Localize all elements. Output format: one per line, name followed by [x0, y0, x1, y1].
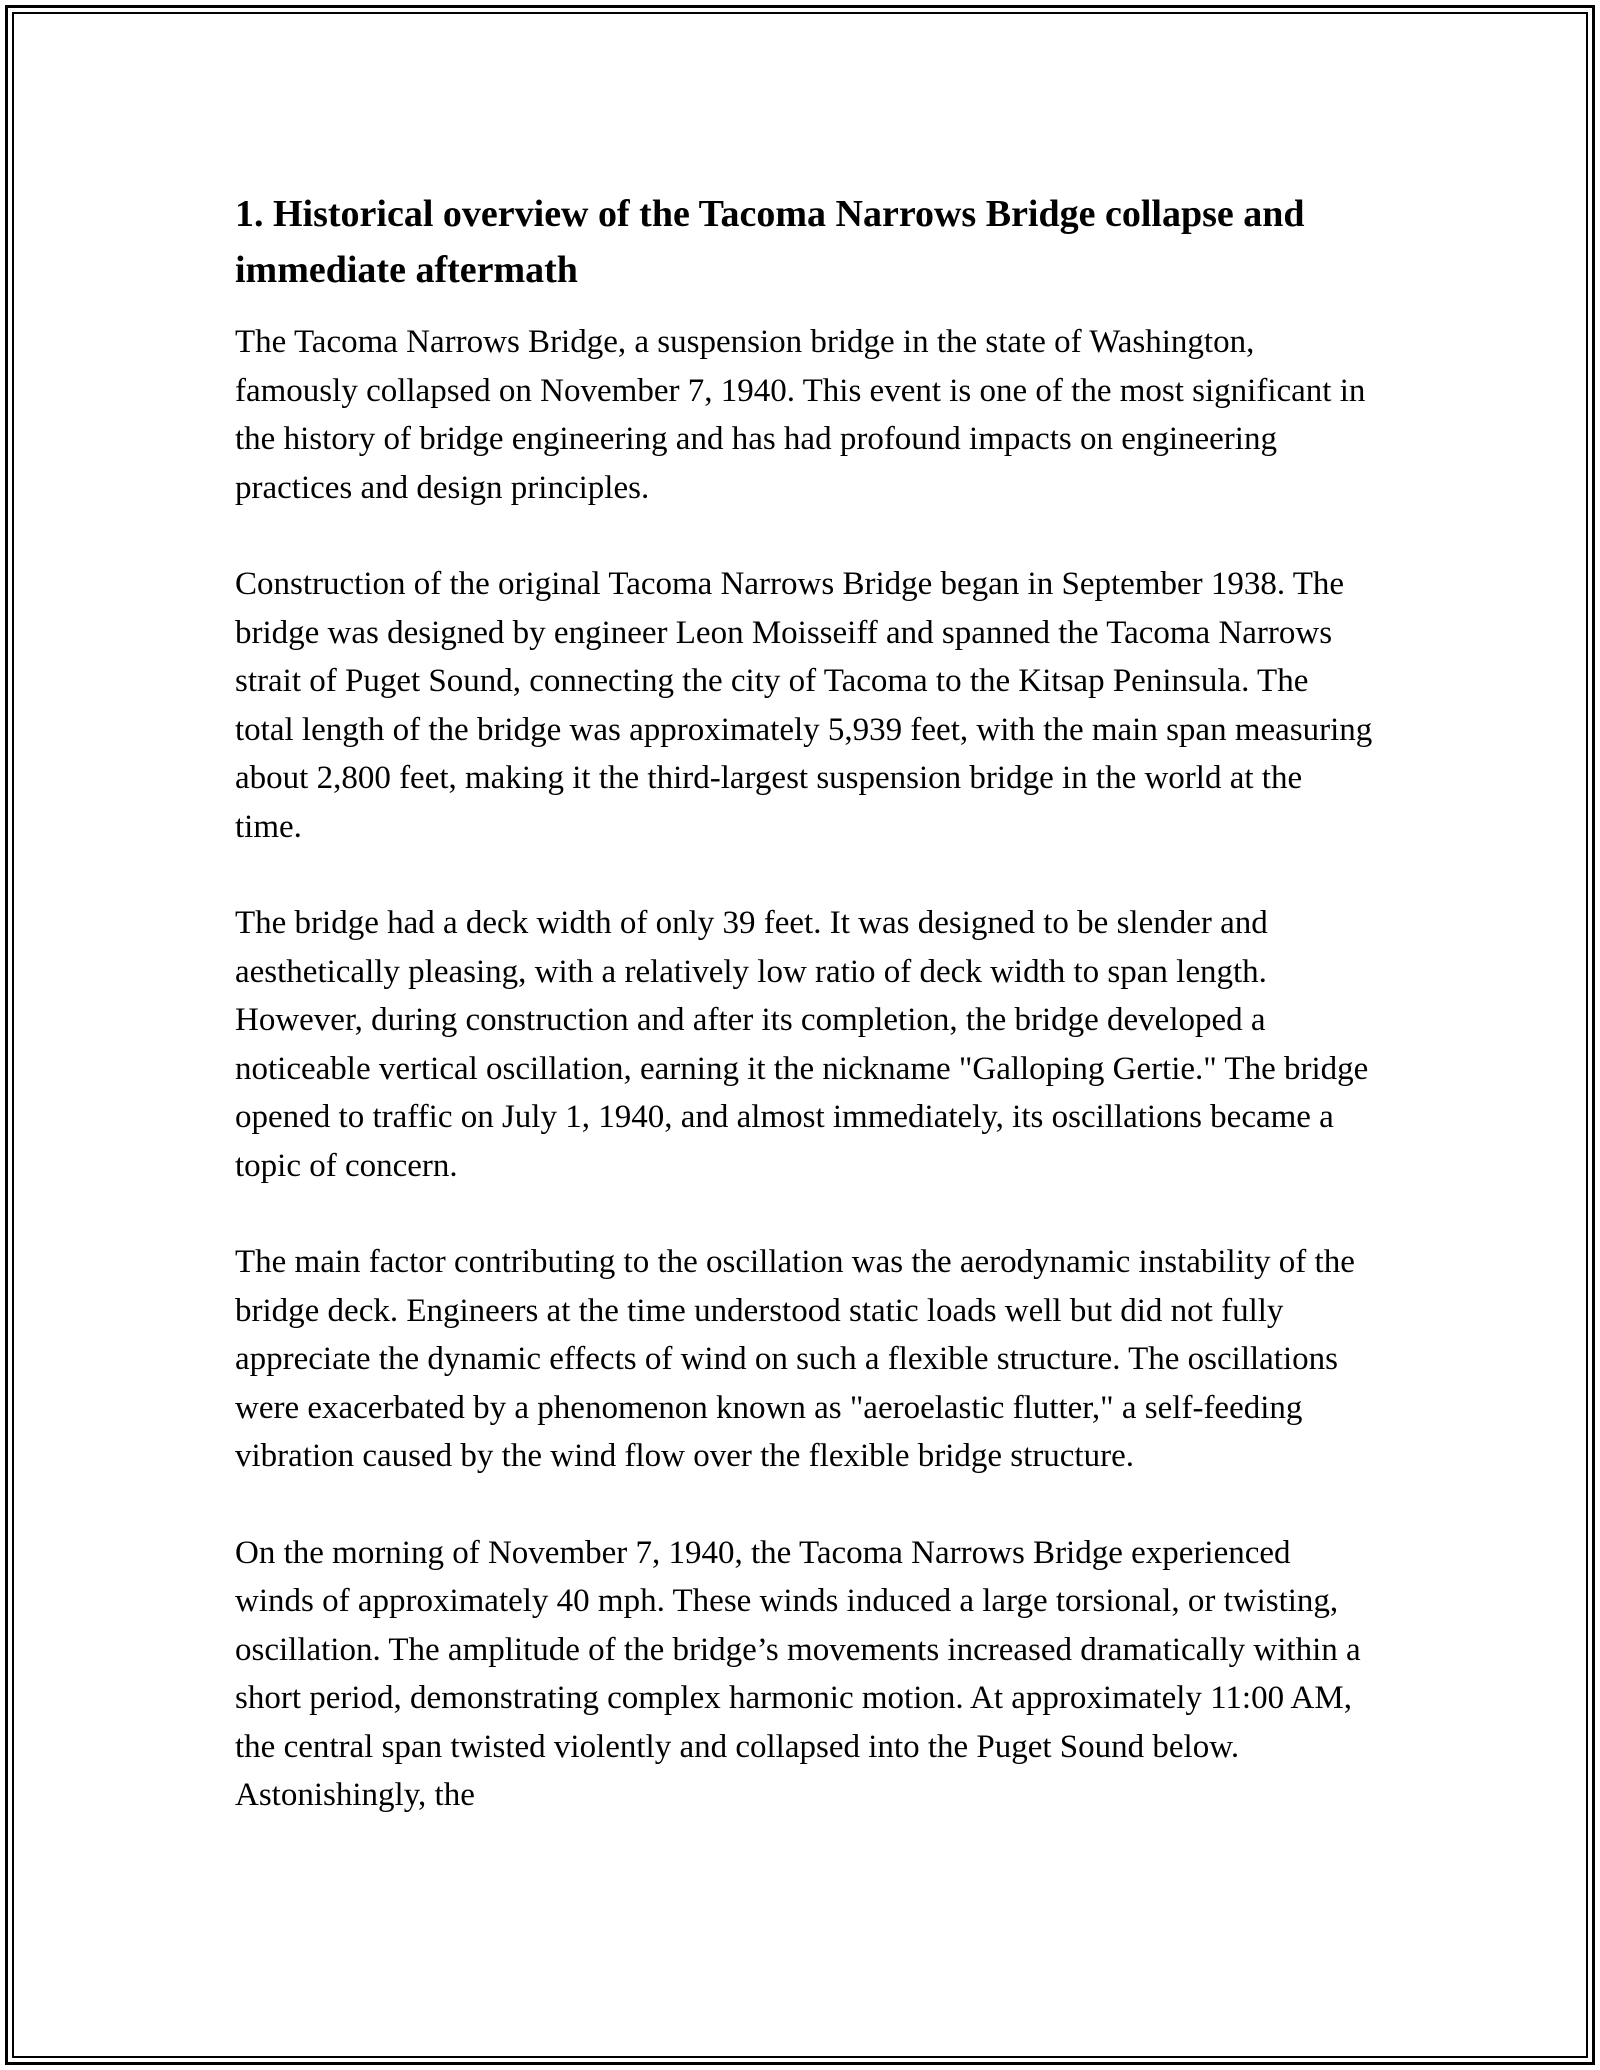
- paragraph-1: The Tacoma Narrows Bridge, a suspension bridge in the state of Washington, famously collapsed on November 7, 1940. This event is one of the most significant in the history of bridge engineering and has had profound impacts on engineering practices and design principles.: [235, 324, 1366, 506]
- paragraph-2: Construction of the original Tacoma Narrows Bridge began in September 1938. The bridge was designed by engineer Leon Moisseiff and spanned the Tacoma Narrows strait of Puget Sound, connecting the city of Tacoma to the Kitsap Peninsula. The total length of the bridge was approximately 5,939 feet, with the main span measuring about 2,800 feet, making it the third-largest suspension bridge in the world at the time.: [235, 566, 1373, 845]
- paragraph-5: On the morning of November 7, 1940, the Tacoma Narrows Bridge experienced winds of approximately 40 mph. These winds induced a large torsional, or twisting, oscillation. The amplitude of the bridge’s movements increased dramatically within a short period, demonstrating complex harmonic motion. At approximately 11:00 AM, the central span twisted violently and collapsed into the Puget Sound below. Astonishingly, the: [235, 1534, 1361, 1813]
- paragraph-3: The bridge had a deck width of only 39 feet. It was designed to be slender and aesthetically pleasing, with a relatively low ratio of deck width to span length. However, during construction and after its completion, the bridge developed a noticeable vertical oscillation, earning it the nickname "Galloping Gertie." The bridge opened to traffic on July 1, 1940, and almost immediately, its oscillations became a topic of concern.: [235, 905, 1369, 1184]
- paragraph-4: The main factor contributing to the oscillation was the aerodynamic instability of the bridge deck. Engineers at the time understood static loads well but did not fully appreciate the dynamic effects of wind on such a flexible structure. The oscillations were exacerbated by a phenomenon known as "aeroelastic flutter," a self-feeding vibration caused by the wind flow over the flexible bridge structure.: [235, 1244, 1355, 1474]
- document-body: [235, 186, 1375, 1868]
- section-heading: 1. Historical overview of the Tacoma Narrows Bridge collapse and immediate aftermath: [235, 193, 1305, 291]
